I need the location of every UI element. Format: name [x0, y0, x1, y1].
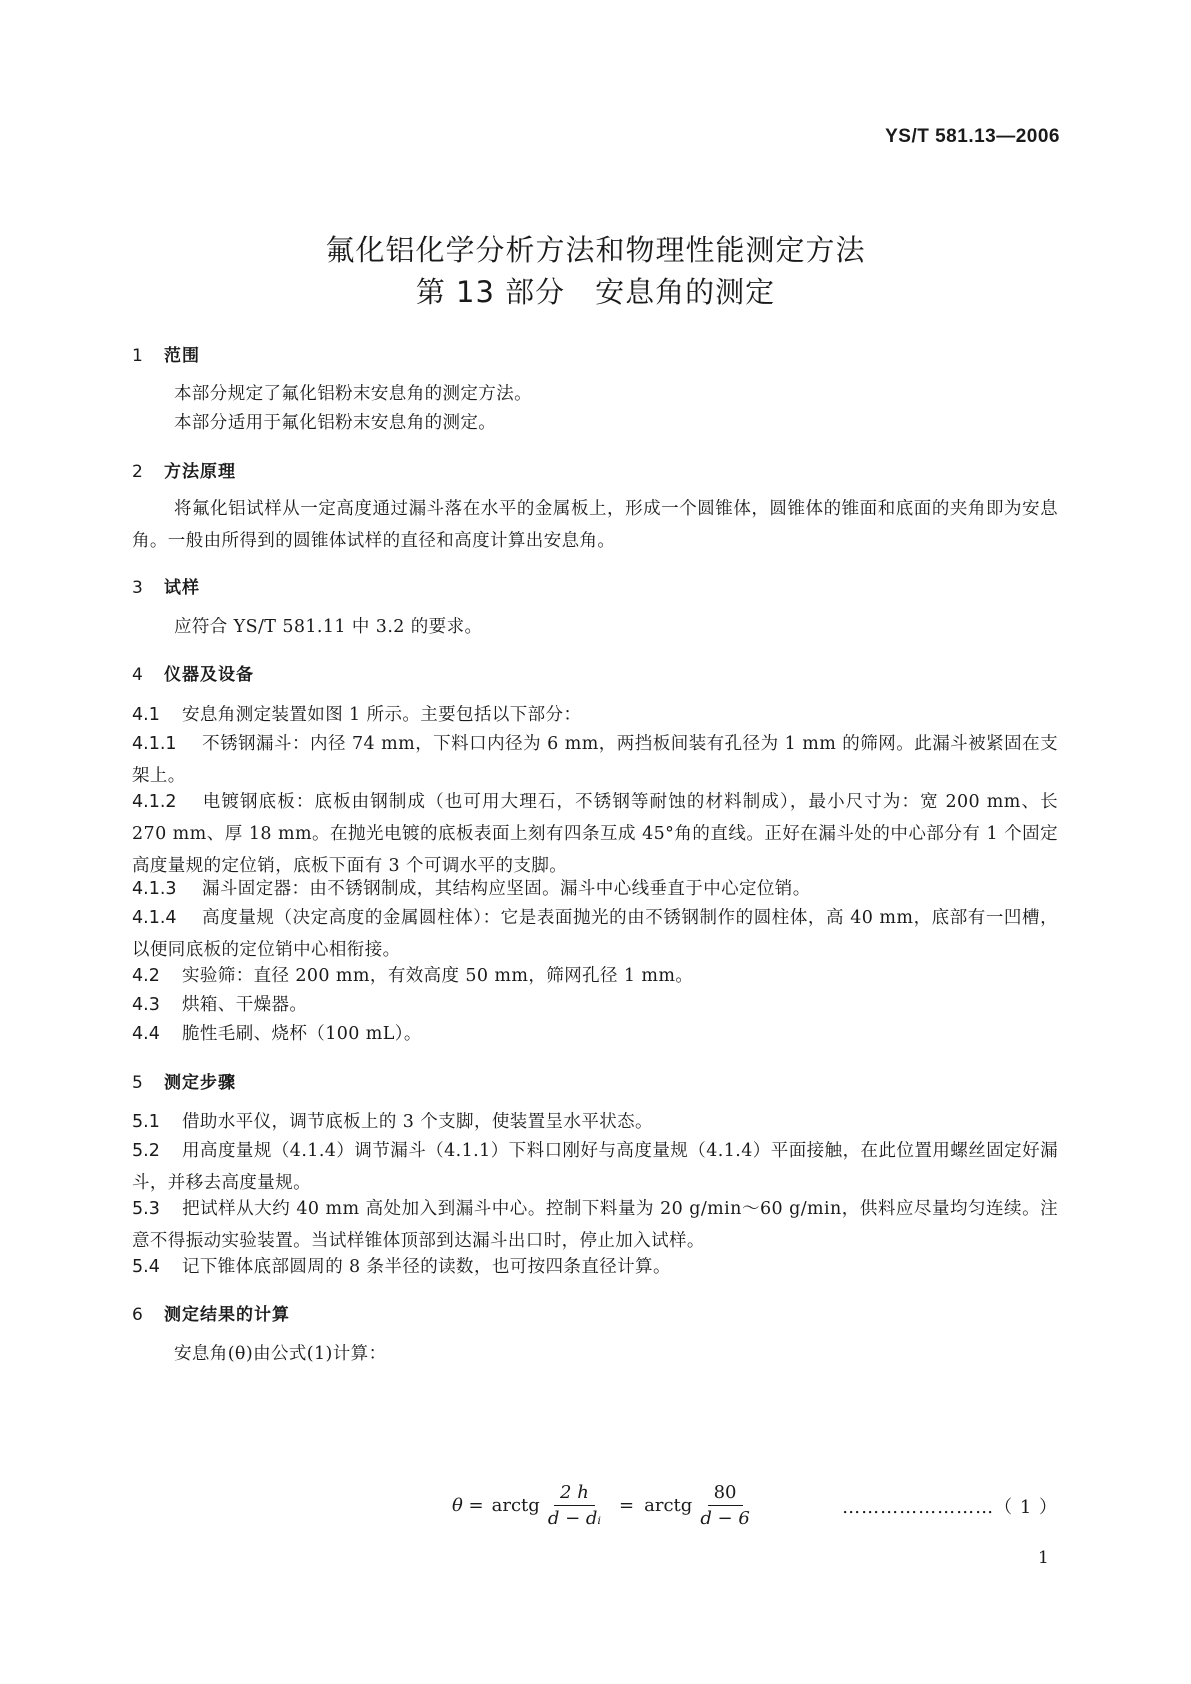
- section-heading-6: 6 测定结果的计算: [132, 1305, 290, 1325]
- page-number: 1: [1038, 1548, 1049, 1568]
- clause-4-1-2: 4.1.2 电镀钢底板：底板由钢制成（也可用大理石，不锈钢等耐蚀的材料制成），最小尺寸为：宽 200 mm、长 270 mm、厚 18 mm。在抛光电镀的底板表面上刻有四条互成 45°角的直线。正好在漏斗处的中心部分有 1 个固定高度量规的定位销，底板下面有 3 个可调水平的支脚。: [132, 792, 1058, 876]
- document-subtitle: [0, 270, 1191, 311]
- clause-5-2: 5.2 用高度量规（4.1.4）调节漏斗（4.1.1）下料口刚好与高度量规（4.1.4）平面接触，在此位置用螺丝固定好漏斗，并移去高度量规。: [132, 1141, 1058, 1193]
- clause-5-4: 5.4 记下锥体底部圆周的 8 条半径的读数，也可按四条直径计算。: [132, 1257, 671, 1277]
- clause-5-3: 5.3 把试样从大约 40 mm 高处加入到漏斗中心。控制下料量为 20 g/min～60 g/min，供料应尽量均匀连续。注意不得振动实验装置。当试样锥体顶部到达漏斗出口时，停止加入试样。: [132, 1199, 1058, 1251]
- formula-arctg: arctg: [644, 1494, 693, 1516]
- clause-4-4: 4.4 脆性毛刷、烧杯（100 mL）。: [132, 1024, 422, 1044]
- section-heading-3: 3 试样: [132, 578, 200, 598]
- formula-expression: [452, 1475, 758, 1535]
- formula-fraction: [700, 1482, 750, 1529]
- paragraph: 本部分规定了氟化铝粉末安息角的测定方法。: [174, 384, 532, 404]
- section-heading-2: 2 方法原理: [132, 462, 236, 482]
- formula-numerator: 80: [708, 1482, 743, 1506]
- section-heading-5: 5 测定步骤: [132, 1073, 236, 1093]
- clause-4-1: 4.1 安息角测定装置如图 1 所示。主要包括以下部分：: [132, 705, 582, 725]
- part-name: 安息角的测定: [595, 275, 776, 309]
- formula-1: [132, 1475, 1058, 1535]
- clause-4-2: 4.2 实验筛：直径 200 mm，有效高度 50 mm，筛网孔径 1 mm。: [132, 966, 694, 986]
- formula-denominator: d − dᵢ: [547, 1507, 602, 1529]
- clause-4-1-3: 4.1.3 漏斗固定器：由不锈钢制成，其结构应坚固。漏斗中心线垂直于中心定位销。: [132, 879, 811, 899]
- paragraph: 应符合 YS/T 581.11 中 3.2 的要求。: [174, 617, 483, 637]
- formula-lhs: θ =: [452, 1494, 484, 1516]
- document-title: 氟化铝化学分析方法和物理性能测定方法: [325, 233, 866, 267]
- clause-4-1-1: 4.1.1 不锈钢漏斗：内径 74 mm，下料口内径为 6 mm，两挡板间装有孔径为 1 mm 的筛网。此漏斗被紧固在支架上。: [132, 734, 1058, 786]
- part-number: 第 13 部分: [415, 275, 566, 309]
- section-heading-4: 4 仪器及设备: [132, 665, 254, 685]
- formula-denominator: d − 6: [700, 1507, 750, 1529]
- paragraph: 安息角(θ)由公式(1)计算：: [174, 1344, 387, 1364]
- paragraph: 将氟化铝试样从一定高度通过漏斗落在水平的金属板上，形成一个圆锥体，圆锥体的锥面和底面的夹角即为安息角。一般由所得到的圆锥体试样的直径和高度计算出安息角。: [132, 499, 1058, 551]
- section-heading-1: 1 范围: [132, 346, 200, 366]
- formula-number: ……………………（ 1 ）: [842, 1497, 1058, 1518]
- standard-number: YS/T 581.13—2006: [885, 126, 1060, 147]
- clause-4-3: 4.3 烘箱、干燥器。: [132, 995, 308, 1015]
- clause-5-1: 5.1 借助水平仪，调节底板上的 3 个支脚，使装置呈水平状态。: [132, 1112, 653, 1132]
- formula-numerator: 2 h: [554, 1482, 595, 1506]
- formula-fraction: [548, 1482, 601, 1529]
- paragraph: 本部分适用于氟化铝粉末安息角的测定。: [174, 413, 497, 433]
- clause-4-1-4: 4.1.4 高度量规（决定高度的金属圆柱体）：它是表面抛光的由不锈钢制作的圆柱体，高 40 mm，底部有一凹槽，以便同底板的定位销中心相衔接。: [132, 908, 1058, 960]
- formula-arctg: arctg: [491, 1494, 540, 1516]
- formula-equals: =: [619, 1494, 635, 1516]
